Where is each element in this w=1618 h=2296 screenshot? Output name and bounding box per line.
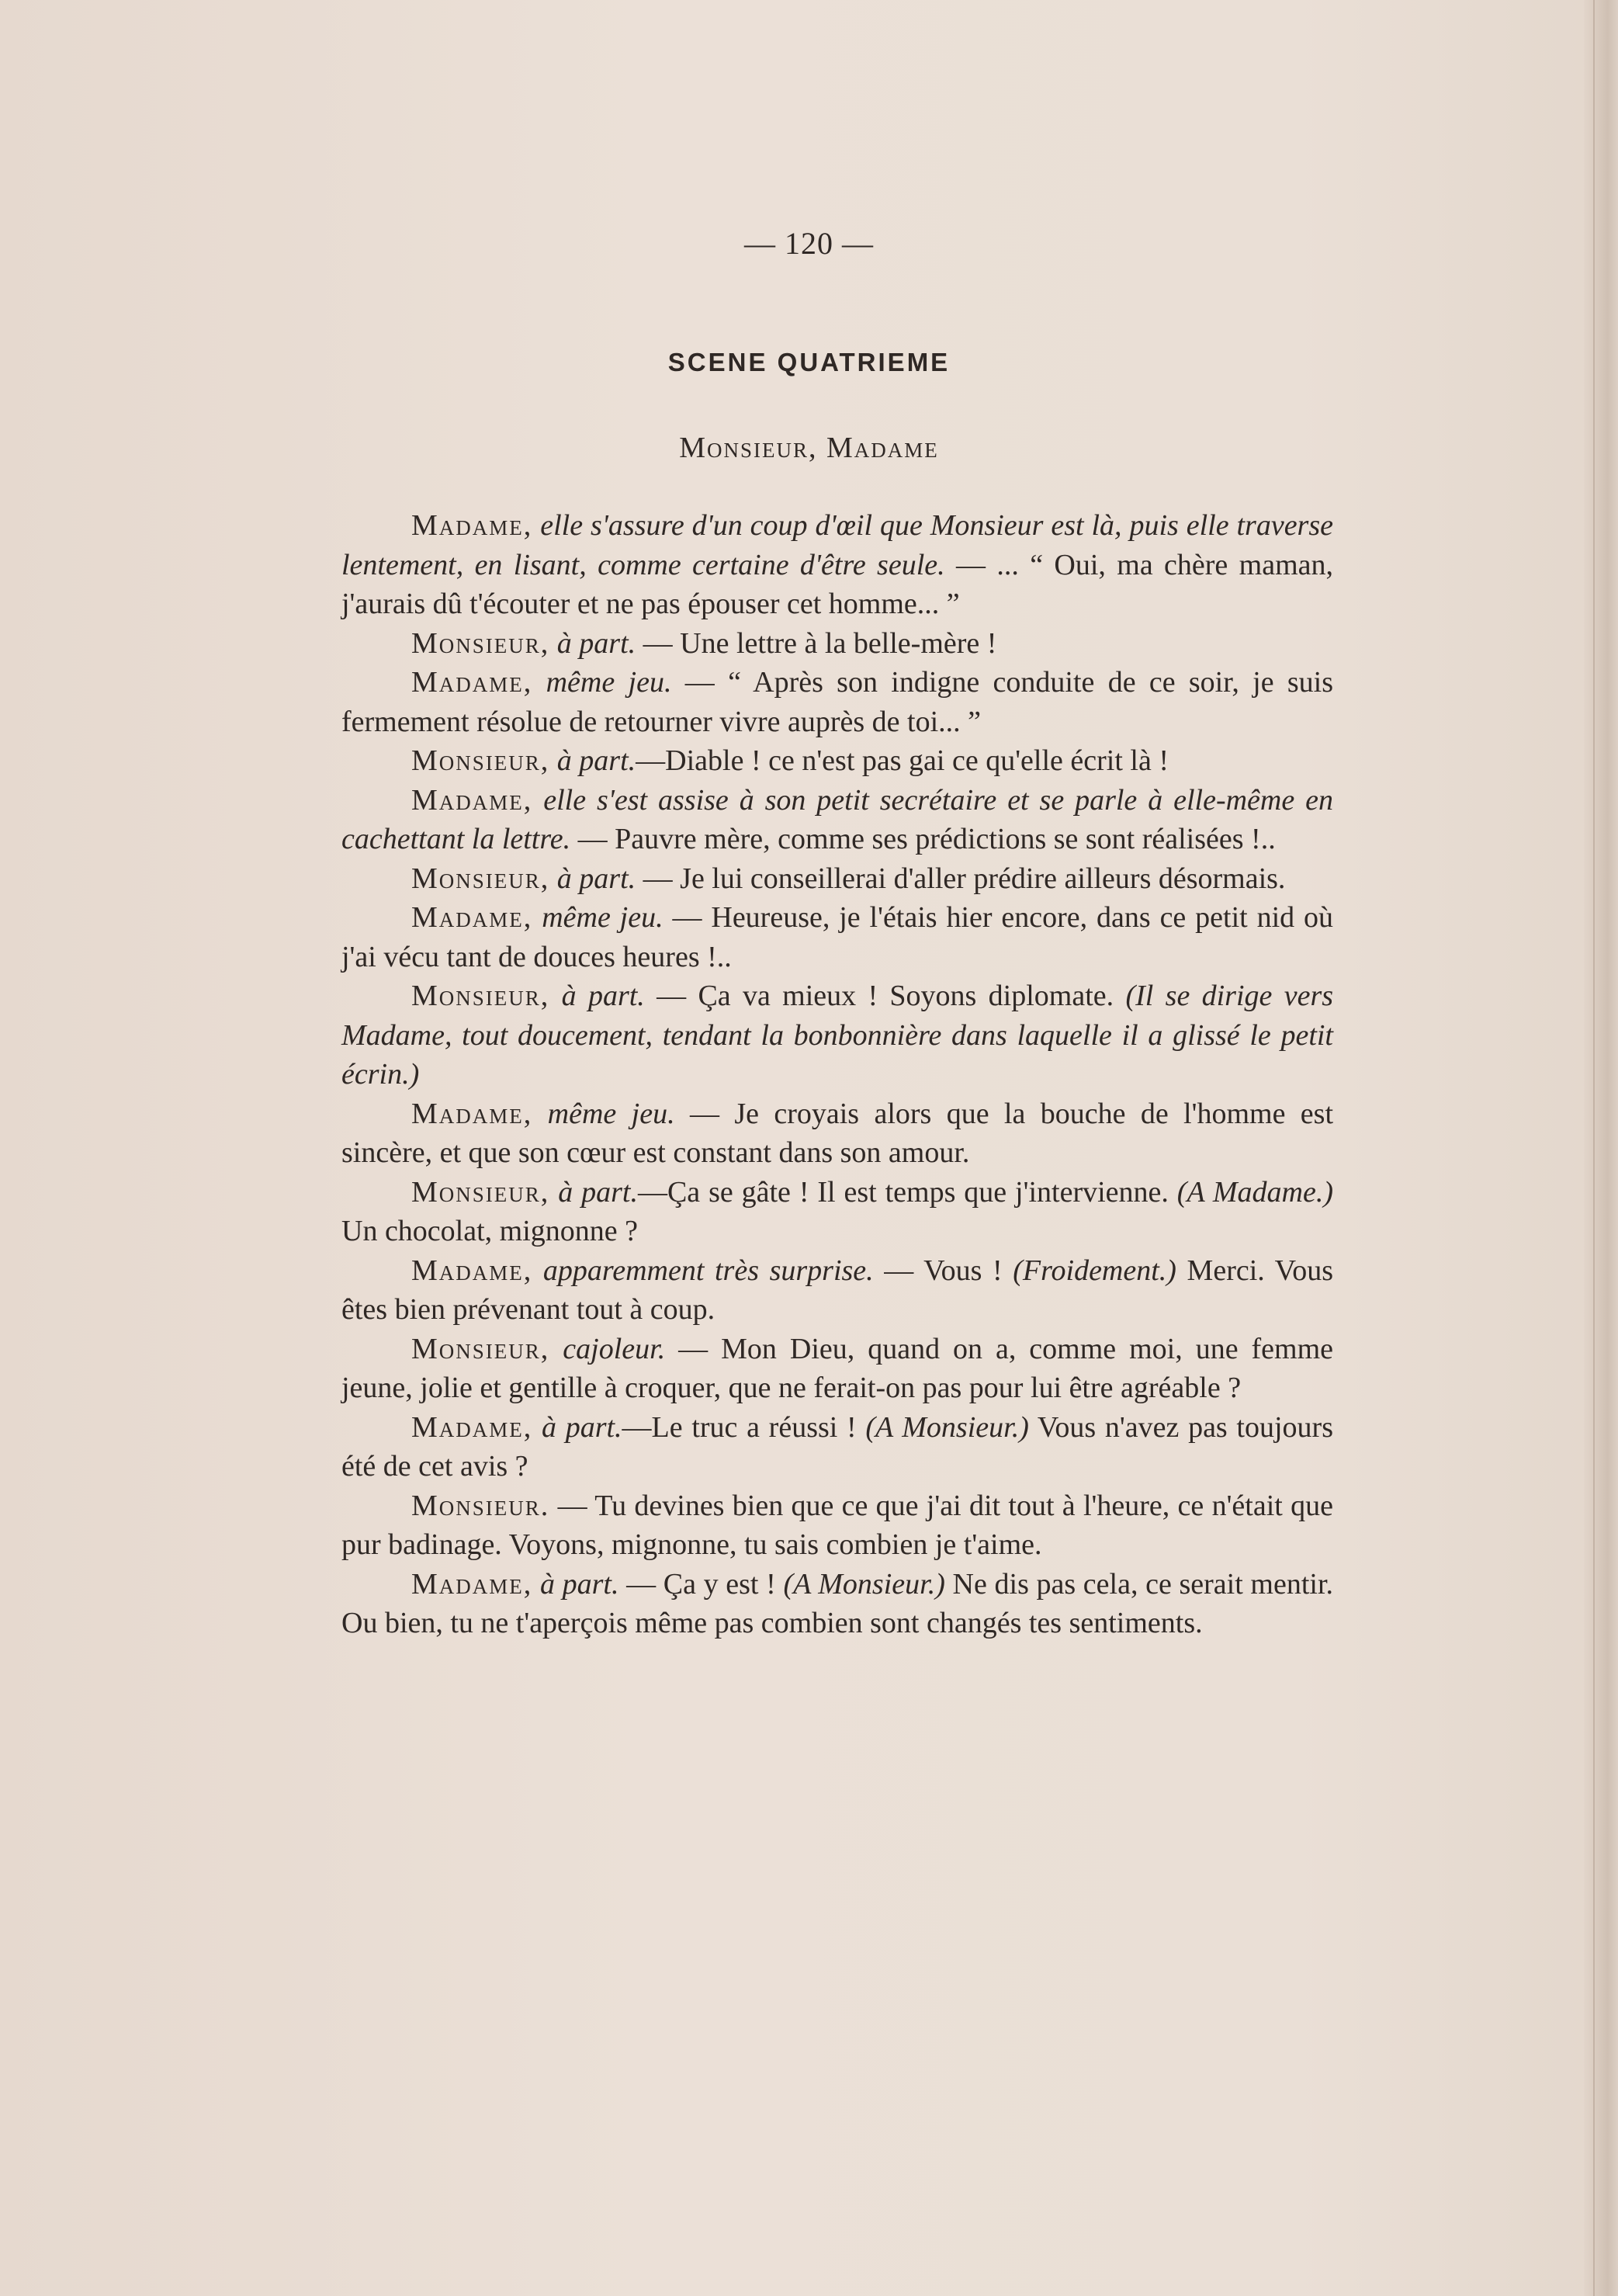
speaker-name: Monsieur, (411, 744, 550, 777)
dialogue-line: Merci. Vous êtes bien prévenant tout à coup. (341, 1254, 1333, 1326)
dialogue-text (341, 506, 1333, 1643)
speaker-name: Madame, (411, 509, 533, 542)
dialogue-line: — Mon Dieu, quand on a, comme moi, une femme jeune, jolie et gentille à croquer, que ne ferait-on pas pour lui être agréable ? (341, 1332, 1334, 1404)
scene-characters: Monsieur, Madame (679, 432, 939, 464)
speaker-name: Monsieur, (411, 1175, 550, 1209)
dialogue-paragraph (341, 1094, 1333, 1173)
dialogue-paragraph (341, 859, 1333, 899)
dialogue-line: — Heureuse, je l'étais hier encore, dans ce petit nid où j'ai vécu tant de douces heures !.. (341, 901, 1334, 973)
stage-direction: même jeu. (546, 666, 672, 699)
stage-direction: (A Madame.) (1176, 1175, 1333, 1209)
dialogue-paragraph (341, 506, 1333, 624)
speaker-name: Monsieur. (411, 1489, 550, 1522)
stage-direction: à part. (542, 1410, 622, 1444)
speaker-name: Madame, (411, 1410, 533, 1444)
stage-direction: à part. (558, 1175, 638, 1209)
stage-direction: même jeu. (542, 901, 663, 934)
speaker-name: Madame, (411, 1254, 533, 1287)
dialogue-line: — Tu devines bien que ce que j'ai dit tout à l'heure, ce n'était que pur badinage. Voyons, mignonne, tu sais combien je t'aime. (341, 1489, 1334, 1561)
dialogue-line: Vous n'avez pas toujours été de cet avis ? (341, 1410, 1333, 1483)
stage-direction: à part. (539, 1567, 619, 1601)
dialogue-line: — Une lettre à la belle-mère ! (643, 626, 997, 660)
stage-direction: (Il se dirige vers Madame, tout doucement, tendant la bonbonnière dans laquelle il a glissé le petit écrin.) (341, 980, 1334, 1091)
stage-direction: elle s'est assise à son petit secrétaire et se parle à elle-même en cachettant la lettre. (341, 783, 1334, 855)
stage-direction: (A Monsieur.) (783, 1567, 945, 1601)
page-number: — 120 — (744, 226, 874, 261)
stage-direction: à part. (556, 744, 636, 777)
dialogue-paragraph (341, 741, 1333, 781)
stage-direction: à part. (556, 626, 636, 660)
speaker-name: Madame, (411, 1567, 533, 1601)
stage-direction: apparemment très surprise. (542, 1254, 874, 1287)
dialogue-line: —Diable ! ce n'est pas gai ce qu'elle écrit là ! (636, 744, 1169, 777)
dialogue-line: — Ça va mieux ! Soyons diplomate. (657, 980, 1114, 1012)
speaker-name: Monsieur, (411, 626, 550, 660)
dialogue-line: — Je lui conseillerai d'aller prédire ailleurs désormais. (643, 862, 1286, 895)
dialogue-paragraph (341, 1173, 1333, 1251)
dialogue-line: — Je croyais alors que la bouche de l'homme est sincère, et que son cœur est constant dans son amour. (341, 1097, 1334, 1169)
speaker-name: Madame, (411, 901, 533, 934)
page-edge (1584, 0, 1618, 2296)
dialogue-paragraph (341, 1408, 1333, 1486)
dialogue-paragraph (341, 663, 1333, 741)
page-edge-line (1593, 0, 1595, 2296)
dialogue-paragraph (341, 781, 1333, 859)
speaker-name: Monsieur, (411, 1332, 550, 1365)
dialogue-line: — Pauvre mère, comme ses prédictions se sont réalisées !.. (577, 823, 1276, 855)
dialogue-line: —Le truc a réussi ! (622, 1410, 857, 1444)
stage-direction: elle s'assure d'un coup d'œil que Monsieur est là, puis elle traverse lentement, en lisant, comme certaine d'être seule. (341, 509, 1333, 581)
stage-direction: cajoleur. (563, 1332, 666, 1365)
dialogue-paragraph (341, 624, 1333, 664)
speaker-name: Madame, (411, 783, 533, 817)
scene-title: SCENE QUATRIEME (667, 348, 951, 376)
speaker-name: Madame, (411, 1097, 533, 1130)
dialogue-line: — Vous ! (884, 1254, 1003, 1287)
speaker-name: Madame, (411, 666, 533, 699)
dialogue-paragraph (341, 1330, 1333, 1408)
dialogue-line: Ne dis pas cela, ce serait mentir. Ou bien, tu ne t'aperçois même pas combien sont changés tes sentiments. (341, 1567, 1334, 1639)
dialogue-line: — Ça y est ! (626, 1567, 776, 1601)
dialogue-paragraph (341, 898, 1333, 976)
dialogue-paragraph (341, 1251, 1333, 1330)
dialogue-paragraph (341, 976, 1333, 1094)
dialogue-paragraph (341, 1486, 1333, 1565)
dialogue-line: — “ Après son indigne conduite de ce soir, je suis fermement résolue de retourner vivre auprès de toi... ” (341, 666, 1334, 738)
stage-direction: à part. (556, 862, 636, 895)
dialogue-paragraph (341, 1565, 1333, 1643)
speaker-name: Monsieur, (411, 862, 550, 895)
stage-direction: (A Monsieur.) (865, 1410, 1029, 1444)
stage-direction: même jeu. (547, 1097, 675, 1130)
dialogue-line: — ... “ Oui, ma chère maman, j'aurais dû t'écouter et ne pas épouser cet homme... ” (341, 548, 1333, 620)
speaker-name: Monsieur, (411, 980, 550, 1012)
dialogue-line: Un chocolat, mignonne ? (341, 1215, 639, 1247)
stage-direction: à part. (561, 980, 645, 1012)
dialogue-line: —Ça se gâte ! Il est temps que j'intervienne. (637, 1175, 1169, 1209)
stage-direction: (Froidement.) (1013, 1254, 1176, 1287)
